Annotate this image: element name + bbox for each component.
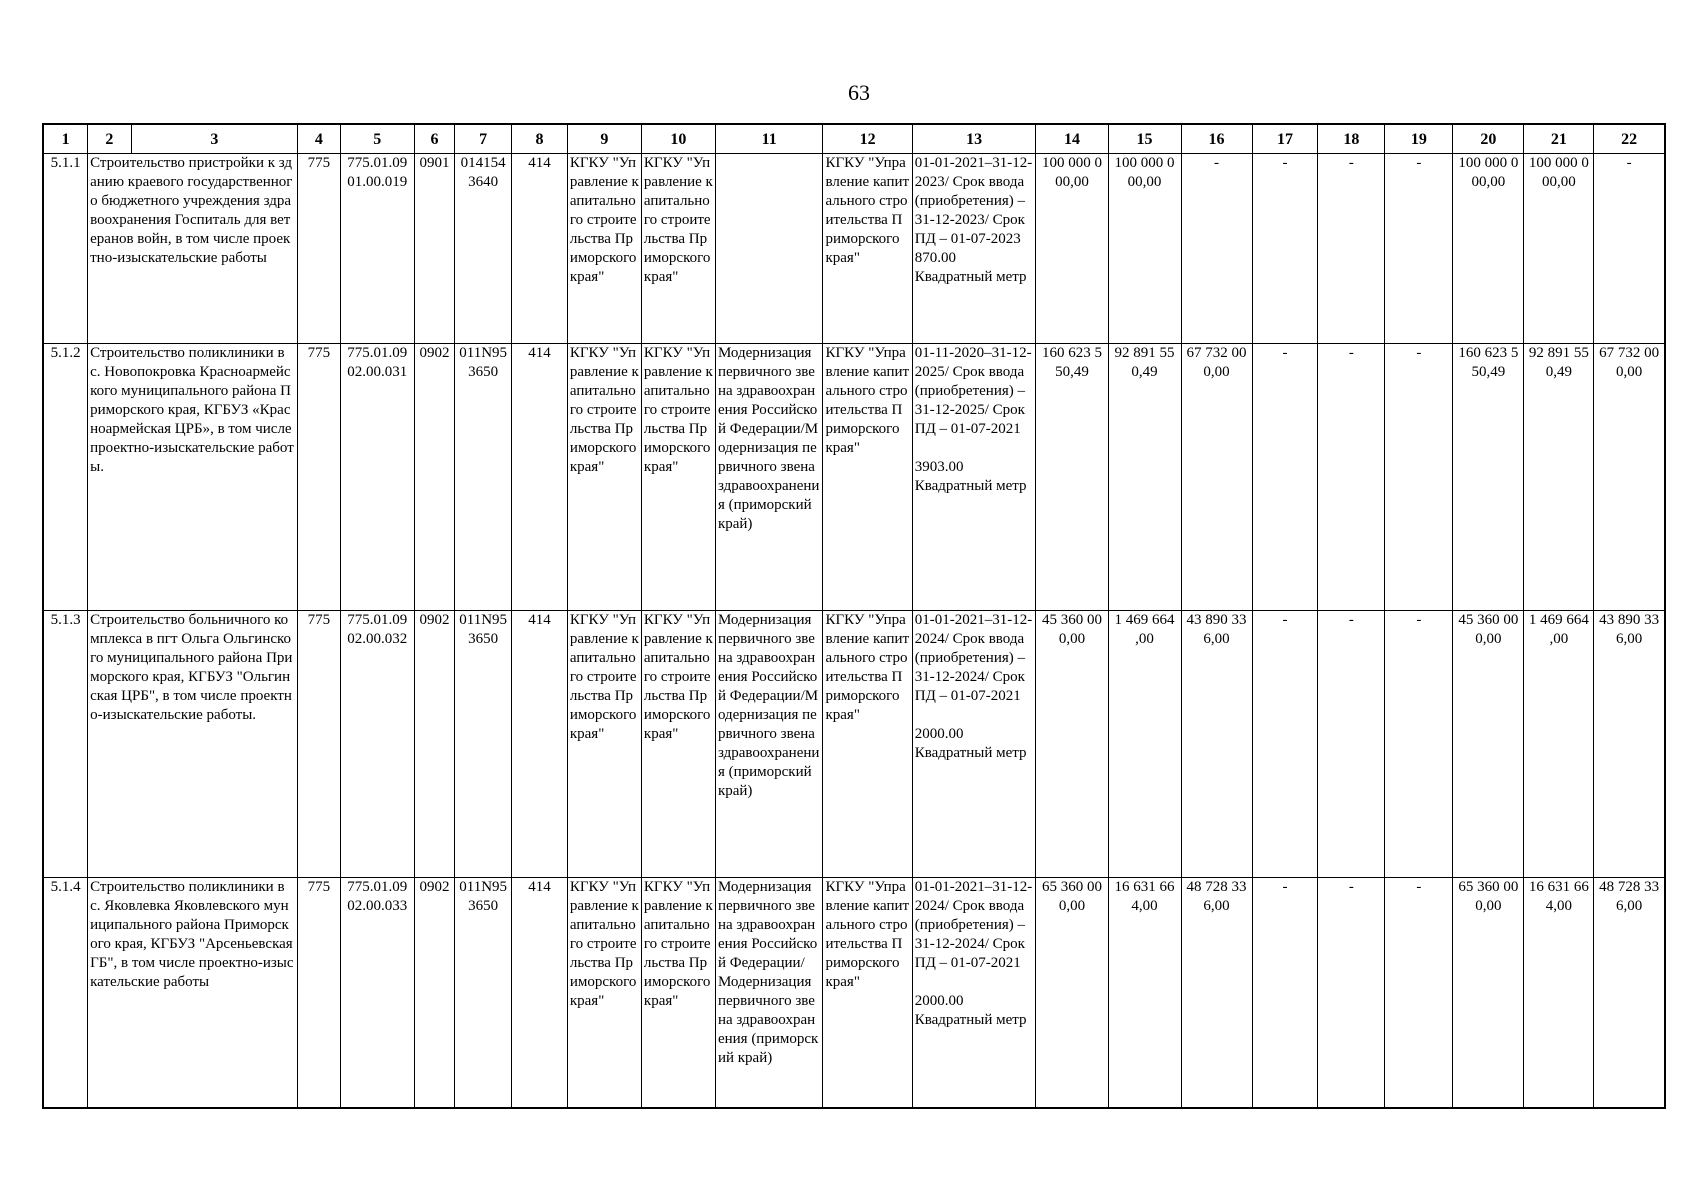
page-number: 63 [848,80,870,105]
cell: 48 728 33 6,00 [1181,878,1252,1108]
cell: 775.01.09 02.00.031 [340,344,414,611]
cell: КГКУ "Управление капитального строительства Приморского края" [567,878,641,1108]
cell: - [1318,344,1385,611]
cell: 16 631 66 4,00 [1524,878,1594,1108]
cell: 775 [298,611,341,878]
header-cell: 20 [1453,124,1524,154]
cell: 43 890 33 6,00 [1181,611,1252,878]
cell: 01-11-2020–31-12-2025/ Срок ввода (приобретения) – 31-12-2025/ Срок ПД – 01-07-2021 3903.00 Квадратный метр [912,344,1036,611]
cell: - [1385,611,1453,878]
cell: - [1252,344,1318,611]
cell: 65 360 00 0,00 [1453,878,1524,1108]
header-cell: 18 [1318,124,1385,154]
cell: 775.01.09 01.00.019 [340,154,414,344]
header-cell: 21 [1524,124,1594,154]
cell: КГКУ "Управление капитального строительства Приморского края" [641,878,715,1108]
cell: 160 623 5 50,49 [1453,344,1524,611]
cell: - [1252,154,1318,344]
header-cell: 13 [912,124,1036,154]
cell: КГКУ "Управление капитального строительства Приморского края" [567,344,641,611]
table-row [43,154,1665,344]
object-name: Строительство поликлиники в с. Новопокровка Красноармейского муниципального района Приморского края, КГБУЗ «Красноармейская ЦРБ», в том числе проектно-изыскательские работы. [88,344,298,611]
cell: 01-01-2021–31-12-2023/ Срок ввода (приобретения) – 31-12-2023/ Срок ПД – 01-07-2023 870.00 Квадратный метр [912,154,1036,344]
cell: КГКУ "Управление капитального строительства Приморского края" [641,611,715,878]
table-row [43,611,1665,878]
header-cell: 5 [340,124,414,154]
cell: - [1252,611,1318,878]
row-number: 5.1.3 [43,611,88,878]
cell: 100 000 0 00,00 [1524,154,1594,344]
header-cell: 1 [43,124,88,154]
cell: - [1385,154,1453,344]
header-cell: 14 [1036,124,1108,154]
cell: 92 891 55 0,49 [1524,344,1594,611]
row-number: 5.1.4 [43,878,88,1108]
cell: 011N95 3650 [455,344,512,611]
cell: - [1318,154,1385,344]
cell: КГКУ "Управление капитального строительства Приморского края" [823,154,912,344]
cell: 414 [512,344,568,611]
cell: КГКУ "Управление капитального строительства Приморского края" [641,344,715,611]
cell: 775.01.09 02.00.032 [340,611,414,878]
cell: - [1318,611,1385,878]
header-cell: 12 [823,124,912,154]
cell: - [1181,154,1252,344]
cell: 48 728 33 6,00 [1594,878,1665,1108]
cell: 0902 [414,611,455,878]
header-cell: 15 [1108,124,1181,154]
cell: 414 [512,611,568,878]
cell: 775 [298,154,341,344]
cell: 0902 [414,878,455,1108]
cell: 0902 [414,344,455,611]
header-cell: 8 [512,124,568,154]
header-cell: 2 [88,124,132,154]
header-cell: 7 [455,124,512,154]
cell: 100 000 0 00,00 [1108,154,1181,344]
cell: КГКУ "Управление капитального строительства Приморского края" [823,878,912,1108]
object-name: Строительство больничного комплекса в пгт Ольга Ольгинского муниципального района Приморского края, КГБУЗ "Ольгинская ЦРБ", в том числе проектно-изыскательские работы. [88,611,298,878]
cell: Модернизация первичного звена здравоохранения Российской Федерации/Модернизация первичного звена здравоохранения (приморский край) [715,344,823,611]
cell: 67 732 00 0,00 [1594,344,1665,611]
cell: 160 623 5 50,49 [1036,344,1108,611]
cell: 1 469 664 ,00 [1524,611,1594,878]
table-row [43,344,1665,611]
header-cell: 4 [298,124,341,154]
cell: 01-01-2021–31-12-2024/ Срок ввода (приобретения) – 31-12-2024/ Срок ПД – 01-07-2021 2000.00 Квадратный метр [912,878,1036,1108]
cell: 01-01-2021–31-12-2024/ Срок ввода (приобретения) – 31-12-2024/ Срок ПД – 01-07-2021 2000.00 Квадратный метр [912,611,1036,878]
cell: 0901 [414,154,455,344]
cell: 45 360 00 0,00 [1036,611,1108,878]
cell: Модернизация первичного звена здравоохранения Российской Федерации/Модернизация первичного звена здравоохранения (приморский край) [715,611,823,878]
cell: 414 [512,878,568,1108]
cell: КГКУ "Управление капитального строительства Приморского края" [567,611,641,878]
cell: - [1385,344,1453,611]
budget-table [42,123,1666,1109]
row-number: 5.1.2 [43,344,88,611]
cell: 65 360 00 0,00 [1036,878,1108,1108]
header-cell: 10 [641,124,715,154]
header-cell: 22 [1594,124,1665,154]
header-cell: 17 [1252,124,1318,154]
cell: 775 [298,878,341,1108]
cell: 775.01.09 02.00.033 [340,878,414,1108]
cell: КГКУ "Управление капитального строительства Приморского края" [823,344,912,611]
header-cell: 16 [1181,124,1252,154]
cell: 414 [512,154,568,344]
cell: 100 000 0 00,00 [1453,154,1524,344]
cell: 100 000 0 00,00 [1036,154,1108,344]
header-cell: 6 [414,124,455,154]
object-name: Строительство пристройки к зданию краевого государственного бюджетного учреждения здравоохранения Госпиталь для ветеранов войн, в том числе проектно-изыскательские работы [88,154,298,344]
cell: Модернизация первичного звена здравоохранения Российской Федерации/ Модернизация первичного звена здравоохранения (приморский край) [715,878,823,1108]
cell: 775 [298,344,341,611]
cell: - [1252,878,1318,1108]
cell: 92 891 55 0,49 [1108,344,1181,611]
object-name: Строительство поликлиники в с. Яковлевка Яковлевского муниципального района Приморского края, КГБУЗ "Арсеньевская ГБ", в том числе проектно-изыскательские работы [88,878,298,1108]
header-cell: 9 [567,124,641,154]
row-number: 5.1.1 [43,154,88,344]
cell: - [1318,878,1385,1108]
cell: 43 890 33 6,00 [1594,611,1665,878]
cell: 011N95 3650 [455,611,512,878]
cell: 014154 3640 [455,154,512,344]
cell: 16 631 66 4,00 [1108,878,1181,1108]
cell: 67 732 00 0,00 [1181,344,1252,611]
table-row [43,878,1665,1108]
cell: - [1594,154,1665,344]
header-cell: 11 [715,124,823,154]
header-cell: 19 [1385,124,1453,154]
cell: 45 360 00 0,00 [1453,611,1524,878]
cell: КГКУ "Управление капитального строительства Приморского края" [567,154,641,344]
cell: 1 469 664 ,00 [1108,611,1181,878]
header-row [43,124,1665,154]
cell: КГКУ "Управление капитального строительства Приморского края" [641,154,715,344]
cell [715,154,823,344]
cell: - [1385,878,1453,1108]
cell: КГКУ "Управление капитального строительства Приморского края" [823,611,912,878]
cell: 011N95 3650 [455,878,512,1108]
header-cell: 3 [131,124,297,154]
